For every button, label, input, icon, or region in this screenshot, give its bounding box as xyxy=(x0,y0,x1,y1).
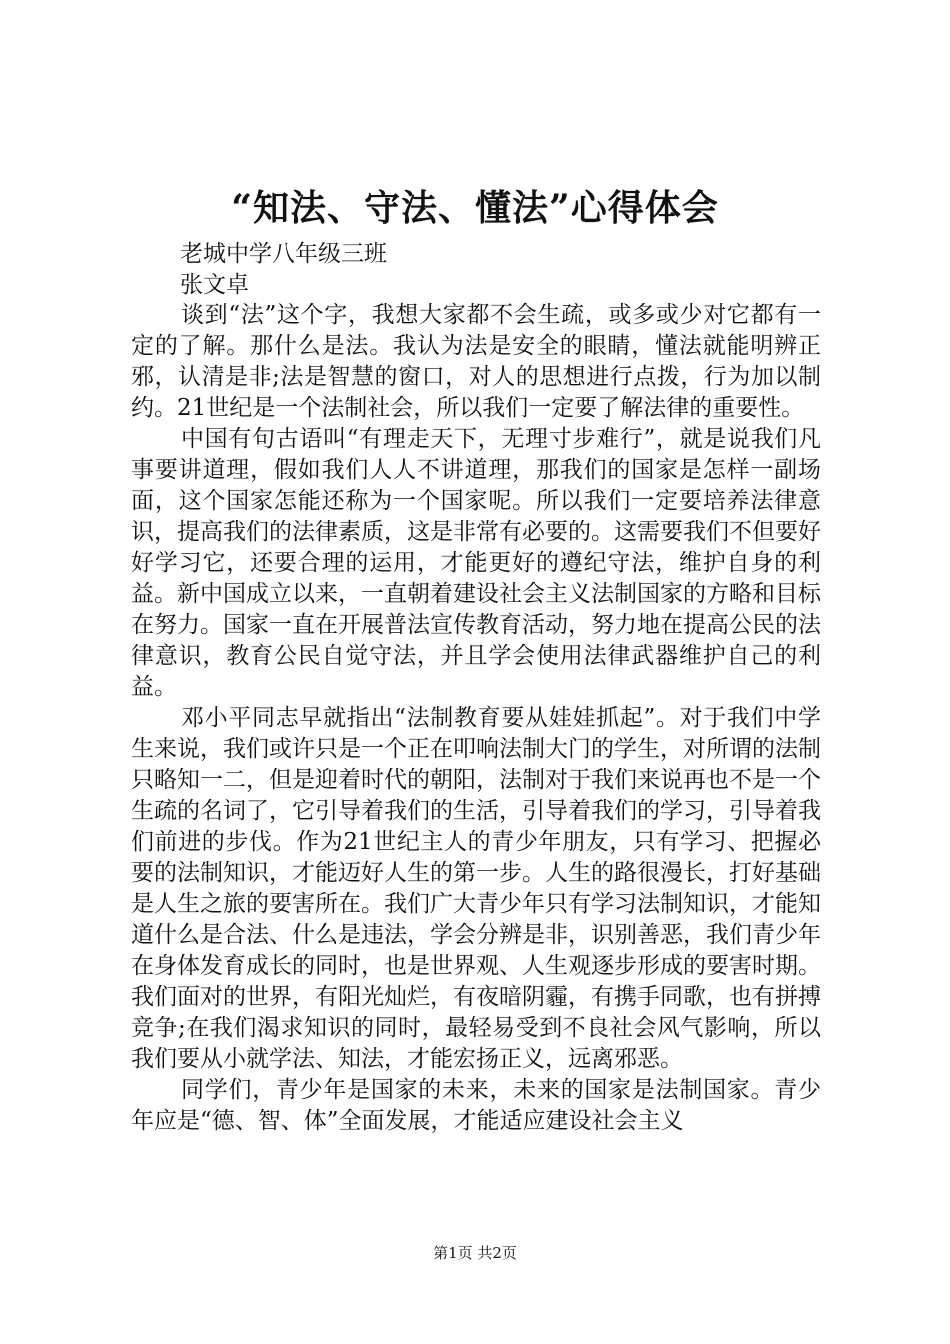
document-title: “知法、守法、懂法”心得体会 xyxy=(231,187,719,229)
school-class-line: 老城中学八年级三班 xyxy=(180,241,387,267)
document-body xyxy=(131,300,821,1137)
body-paragraph: 谈到“法”这个字，我想大家都不会生疏，或多或少对它都有一定的了解。那什么是法。我认为法是安全的眼睛，懂法就能明辨正邪，认清是非;法是智慧的窗口，对人的思想进行点拨，行为加以制约。21世纪是一个法制社会，所以我们一定要了解法律的重要性。 xyxy=(131,302,821,421)
body-paragraph: 邓小平同志早就指出“法制教育要从娃娃抓起”。对于我们中学生来说，我们或许只是一个正在叩响法制大门的学生，对所谓的法制只略知一二，但是迎着时代的朝阳，法制对于我们来说再也不是一个生疏的名词了，它引导着我们的生活，引导着我们的学习，引导着我们前进的步伐。作为21世纪主人的青少年朋友，只有学习、把握必要的法制知识，才能迈好人生的第一步。人生的路很漫长，打好基础是人生之旅的要害所在。我们广大青少年只有学习法制知识，才能知道什么是合法、什么是违法，学会分辨是非，识别善恶，我们青少年在身体发育成长的同时，也是世界观、人生观逐步形成的要害时期。我们面对的世界，有阳光灿烂，有夜暗阴霾，有携手同歌，也有拼搏竞争;在我们渴求知识的同时，最轻易受到不良社会风气影响，所以我们要从小就学法、知法，才能宏扬正义，远离邪恶。 xyxy=(131,705,821,1072)
author-name: 张文卓 xyxy=(180,272,249,298)
body-paragraph: 同学们，青少年是国家的未来，未来的国家是法制国家。青少年应是“德、智、体”全面发展，才能适应建设社会主义 xyxy=(131,1077,821,1134)
body-paragraph: 中国有句古语叫“有理走天下，无理寸步难行”，就是说我们凡事要讲道理，假如我们人人不讲道理，那我们的国家是怎样一副场面，这个国家怎能还称为一个国家呢。所以我们一定要培养法律意识，提高我们的法律素质，这是非常有必要的。这需要我们不但要好好学习它，还要合理的运用，才能更好的遵纪守法，维护自身的利益。新中国成立以来，一直朝着建设社会主义法制国家的方略和目标在努力。国家一直在开展普法宣传教育活动，努力地在提高公民的法律意识，教育公民自觉守法，并且学会使用法律武器维护自己的利益。 xyxy=(131,426,821,700)
page-footer: 第1页 共2页 xyxy=(433,1244,517,1262)
